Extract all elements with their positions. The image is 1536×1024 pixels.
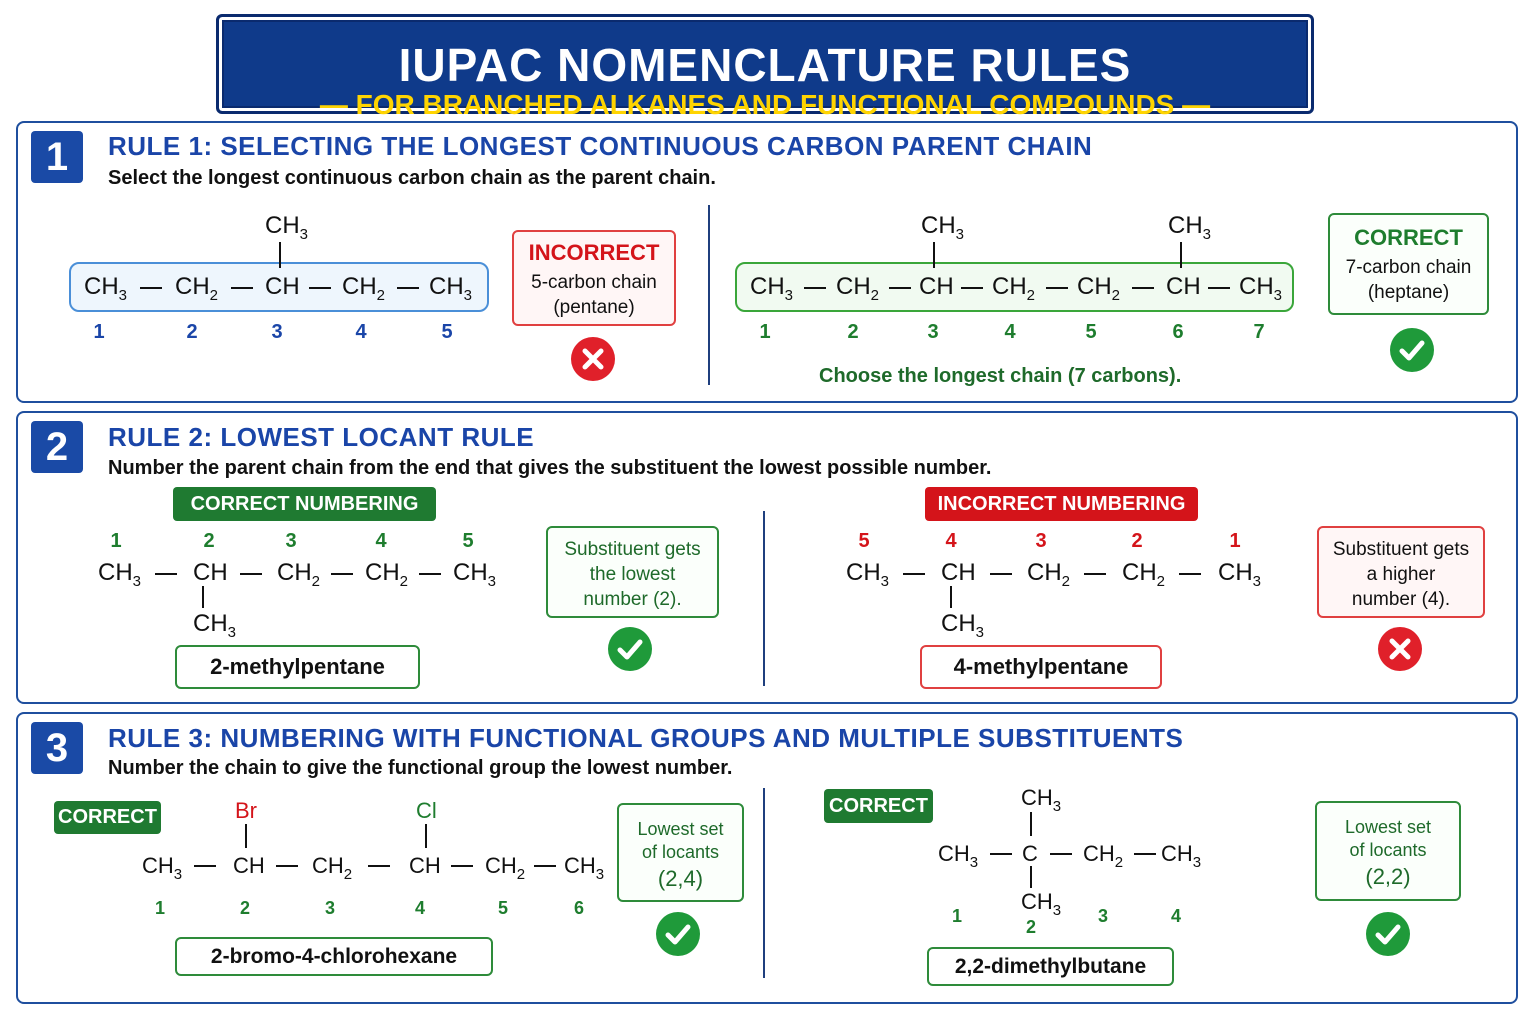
note-text: Substituent gets — [564, 539, 701, 560]
chloro-substituent: Cl — [416, 798, 437, 823]
note-text: (2,2) — [1365, 864, 1411, 889]
chain-group: CH — [1166, 273, 1201, 300]
locant: 4 — [945, 530, 957, 552]
branch-methyl: $CH_3$ — [921, 212, 965, 243]
locant: 2 — [203, 530, 215, 552]
locant: 4 — [355, 321, 367, 343]
locant: 3 — [927, 321, 939, 343]
bromo-substituent: Br — [235, 798, 257, 823]
bond — [451, 865, 473, 867]
verdict-label: CORRECT — [1354, 225, 1463, 250]
bond — [240, 573, 262, 575]
bond — [1050, 853, 1072, 855]
rule-1-divider — [708, 205, 710, 385]
bond — [804, 287, 826, 289]
rule-1-description: Select the longest continuous carbon chain as the parent chain. — [108, 167, 716, 189]
bond — [309, 287, 331, 289]
chain-group: $CH_2$ — [365, 559, 409, 590]
bond — [231, 287, 253, 289]
cross-icon — [1378, 627, 1422, 671]
branch-bond — [279, 242, 281, 268]
chain-group: $CH_3$ — [453, 559, 497, 590]
note-box — [617, 803, 744, 902]
bond — [155, 573, 177, 575]
locant: 7 — [1253, 321, 1265, 343]
rule-3-divider — [763, 788, 765, 978]
chain-group: $CH_3$ — [1161, 841, 1202, 871]
bond — [1046, 287, 1068, 289]
locant: 6 — [1172, 321, 1184, 343]
verdict-detail: 7-carbon chain — [1345, 257, 1472, 278]
locant: 2 — [186, 321, 198, 343]
locant: 1 — [154, 898, 165, 918]
locant: 4 — [1170, 906, 1181, 926]
chain-group: $CH_3$ — [750, 273, 794, 304]
branch-methyl: $CH_3$ — [193, 610, 237, 641]
chain-group: $CH_2$ — [992, 273, 1036, 304]
locant: 5 — [1085, 321, 1097, 343]
page-header — [216, 14, 1314, 120]
compound-name: 4-methylpentane — [920, 645, 1162, 689]
locant: 5 — [462, 530, 474, 552]
check-icon — [1366, 912, 1410, 956]
verdict-detail: 5-carbon chain — [531, 272, 657, 293]
locant: 4 — [1004, 321, 1016, 343]
note-box — [1317, 526, 1485, 618]
incorrect-numbering-badge: INCORRECT NUMBERING — [925, 487, 1198, 521]
rule-1-number: 1 — [31, 131, 83, 183]
chain-group: $CH_3$ — [564, 853, 605, 883]
verdict-detail: (heptane) — [1367, 282, 1450, 303]
chain-group: $CH_2$ — [342, 273, 386, 304]
note-text: of locants — [1349, 840, 1427, 860]
correct-badge: CORRECT — [824, 789, 933, 823]
correct-badge: CORRECT — [54, 801, 161, 834]
verdict-detail: (pentane) — [553, 297, 635, 318]
chain-group: $CH_2$ — [175, 273, 219, 304]
rule-2-divider — [763, 511, 765, 686]
chain-group: CH — [919, 273, 954, 300]
note-text: a higher — [1366, 564, 1436, 585]
branch-bond — [1030, 812, 1032, 836]
locant: 2 — [239, 898, 250, 918]
branch-bond — [1030, 866, 1032, 888]
locant: 3 — [285, 530, 297, 552]
locant: 2 — [847, 321, 859, 343]
bond — [1134, 853, 1156, 855]
chain-group: $CH_2$ — [277, 559, 321, 590]
bond — [397, 287, 419, 289]
locant: 1 — [110, 530, 122, 552]
chain-group: $CH_3$ — [84, 273, 128, 304]
locant: 1 — [1229, 530, 1241, 552]
chain-group: CH — [193, 559, 228, 586]
branch-bond — [245, 824, 247, 848]
bond — [368, 865, 390, 867]
locant: 3 — [1035, 530, 1047, 552]
branch-methyl: $CH_3$ — [1168, 212, 1212, 243]
rule-2-description: Number the parent chain from the end that gives the substituent the lowest possible number. — [108, 457, 992, 479]
note-text: of locants — [641, 842, 720, 862]
chain-group: C — [1022, 841, 1038, 866]
check-icon — [608, 627, 652, 671]
rule-2-number: 2 — [31, 421, 83, 473]
branch-bond — [1180, 242, 1182, 268]
chain-group: $CH_2$ — [312, 853, 353, 883]
bond — [276, 865, 298, 867]
rule-3-number: 3 — [31, 722, 83, 774]
chain-group: CH — [409, 853, 441, 878]
note-text: number (2). — [583, 589, 682, 610]
cross-icon — [571, 337, 615, 381]
locant: 3 — [271, 321, 283, 343]
chain-group: $CH_3$ — [142, 853, 183, 883]
locant: 4 — [375, 530, 387, 552]
locant: 1 — [951, 906, 962, 926]
compound-name: 2-bromo-4-chlorohexane — [175, 937, 493, 976]
locant: 3 — [324, 898, 335, 918]
locant: 2 — [1025, 917, 1036, 937]
chain-group: $CH_2$ — [485, 853, 526, 883]
rule-2-title: RULE 2: LOWEST LOCANT RULE — [108, 422, 535, 452]
chain-group: $CH_3$ — [1218, 559, 1262, 590]
rule-1-caption: Choose the longest chain (7 carbons). — [819, 365, 1182, 387]
rule-1-title: RULE 1: SELECTING THE LONGEST CONTINUOUS CARBON PARENT CHAIN — [108, 131, 1093, 161]
bond — [140, 287, 162, 289]
page-title: IUPAC NOMENCLATURE RULES — [398, 39, 1132, 91]
locant: 5 — [858, 530, 870, 552]
bond — [889, 287, 911, 289]
chain-group: $CH_2$ — [1083, 841, 1124, 871]
bond — [903, 573, 925, 575]
check-icon — [1390, 328, 1434, 372]
bond — [961, 287, 983, 289]
bond — [331, 573, 353, 575]
bond — [419, 573, 441, 575]
correct-verdict-box — [1328, 213, 1489, 315]
branch-bond — [950, 586, 952, 608]
locant: 6 — [573, 898, 584, 918]
chain-group: $CH_2$ — [836, 273, 880, 304]
bottom-methyl: $CH_3$ — [1021, 889, 1062, 919]
note-text: Lowest set — [1344, 817, 1432, 837]
chain-group: $CH_2$ — [1027, 559, 1071, 590]
top-methyl: $CH_3$ — [1021, 785, 1062, 815]
compound-name: 2,2-dimethylbutane — [927, 947, 1174, 986]
note-text: number (4). — [1351, 589, 1451, 610]
locant: 1 — [759, 321, 771, 343]
bond — [990, 853, 1012, 855]
bond — [1179, 573, 1201, 575]
chain-group: $CH_2$ — [1122, 559, 1166, 590]
locant: 5 — [497, 898, 508, 918]
branch-methyl: $CH_3$ — [941, 610, 985, 641]
branch-bond — [933, 242, 935, 268]
branch-bond — [425, 824, 427, 848]
locant: 4 — [414, 898, 425, 918]
locant: 5 — [441, 321, 453, 343]
chain-group: CH — [233, 853, 265, 878]
locant: 1 — [93, 321, 105, 343]
incorrect-verdict-box — [512, 230, 676, 326]
chain-group: $CH_3$ — [846, 559, 890, 590]
rule-3-description: Number the chain to give the functional group the lowest number. — [108, 757, 733, 779]
bond — [194, 865, 216, 867]
chain-group: CH — [941, 559, 976, 586]
chain-group: $CH_3$ — [429, 273, 473, 304]
note-text: Lowest set — [637, 819, 724, 839]
correct-numbering-badge: CORRECT NUMBERING — [173, 487, 436, 521]
chain-group: $CH_3$ — [98, 559, 142, 590]
chain-group: $CH_2$ — [1077, 273, 1121, 304]
locant: 2 — [1131, 530, 1143, 552]
page-subtitle: — FOR BRANCHED ALKANES AND FUNCTIONAL COMPOUNDS — — [319, 89, 1211, 120]
bond — [534, 865, 556, 867]
rule-3-title: RULE 3: NUMBERING WITH FUNCTIONAL GROUPS AND MULTIPLE SUBSTITUENTS — [108, 723, 1184, 753]
bond — [1084, 573, 1106, 575]
chain-group: CH — [265, 273, 300, 300]
note-text: Substituent gets — [1332, 539, 1470, 560]
check-icon — [656, 912, 700, 956]
note-text: (2,4) — [657, 866, 704, 891]
bond — [1208, 287, 1230, 289]
note-text: the lowest — [589, 564, 676, 585]
bond — [990, 573, 1012, 575]
locant: 3 — [1097, 906, 1108, 926]
note-box — [1315, 801, 1461, 901]
branch-bond — [202, 586, 204, 608]
chain-group: $CH_3$ — [1239, 273, 1283, 304]
chain-group: $CH_3$ — [938, 841, 979, 871]
verdict-label: INCORRECT — [528, 240, 660, 265]
compound-name: 2-methylpentane — [175, 645, 420, 689]
note-box — [546, 526, 719, 618]
bond — [1132, 287, 1154, 289]
branch-methyl: $CH_3$ — [265, 212, 309, 243]
